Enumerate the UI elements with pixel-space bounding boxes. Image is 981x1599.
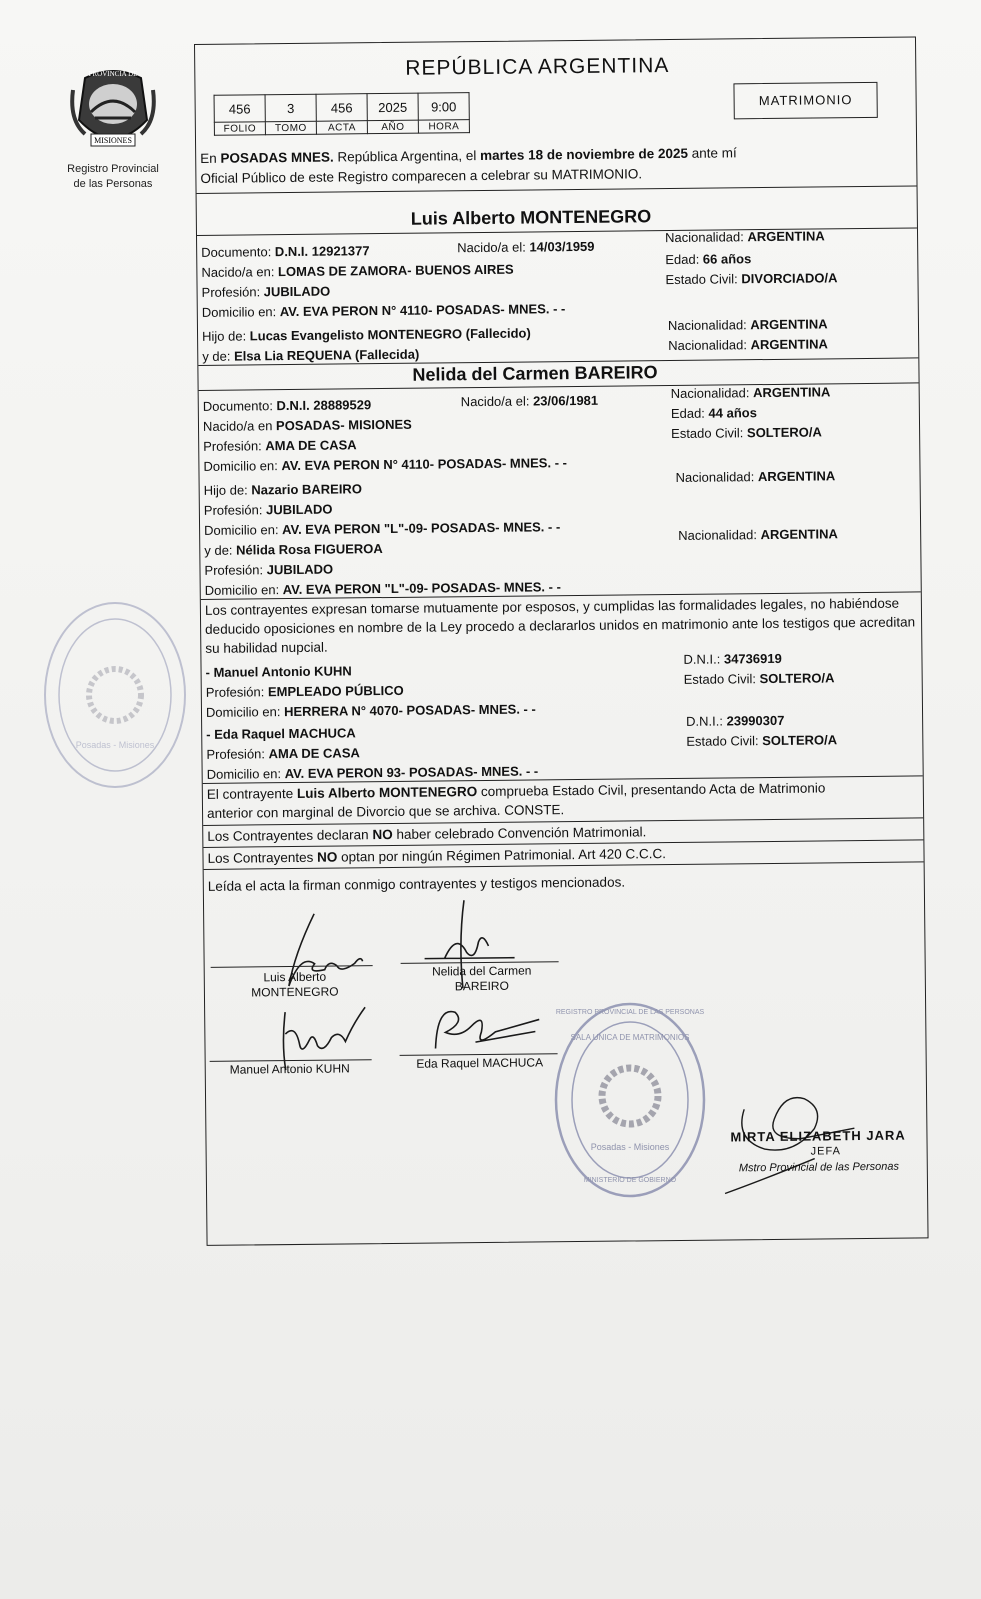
convention-statement: Los Contrayentes declaran NO haber celebrado Convención Matrimonial. [207, 824, 647, 844]
logo-bottom-text: MISIONES [94, 136, 132, 145]
tomo-label: TOMO [265, 121, 316, 135]
acta-value: 456 [316, 94, 367, 122]
witness2-name: - Eda Raquel MACHUCA [206, 725, 356, 742]
province-shield-icon [65, 60, 161, 156]
spouse2-document: Documento: D.N.I. 28889529 [202, 397, 372, 414]
witness1-profession: Profesión: EMPLEADO PÚBLICO [205, 682, 404, 700]
intro-date: martes 18 de noviembre de 2025 [480, 145, 689, 164]
spouse1-name: Luis Alberto MONTENEGRO [410, 206, 652, 229]
hour-label: HORA [418, 120, 469, 134]
year-label: AÑO [367, 120, 418, 134]
seal-outer-text: REGISTRO PROVINCIAL DE LAS PERSONAS [555, 1009, 705, 1016]
signer-machuca: Eda Raquel MACHUCA [416, 1055, 544, 1071]
spouse1-father: Hijo de: Lucas Evangelisto MONTENEGRO (Fallecido) [201, 325, 531, 344]
certificate-frame [194, 36, 929, 1245]
official-title: JEFA [810, 1145, 841, 1158]
logo-arc-text: PROVINCIA DE [88, 70, 138, 78]
spouse1-birthdate: Nacido/a el: 14/03/1959 [457, 238, 595, 256]
intro-city: POSADAS MNES. [220, 149, 334, 166]
intro-line-2: Oficial Público de este Registro comparecen a celebrar su MATRIMONIO. [200, 166, 643, 186]
spouse2-birthplace: Nacido/a en POSADAS- MISIONES [202, 416, 412, 434]
spouse2-mother: y de: Nélida Rosa FIGUEROA [204, 541, 383, 558]
spouse1-father-nationality: Nacionalidad: ARGENTINA [667, 316, 828, 334]
document-title: REPÚBLICA ARGENTINA [405, 54, 670, 80]
hour-value: 9:00 [418, 93, 469, 121]
folio-label: FOLIO [214, 122, 265, 136]
intro-text-1: En [200, 150, 221, 166]
witness2-dni: D.N.I.: 23990307 [686, 712, 785, 729]
spouse1-mother: y de: Elsa Lia REQUENA (Fallecida) [202, 346, 420, 364]
spouse2-birthdate: Nacido/a el: 23/06/1981 [460, 392, 599, 410]
spouse1-mother-nationality: Nacionalidad: ARGENTINA [668, 336, 828, 354]
spouse1-nationality: Nacionalidad: ARGENTINA [664, 228, 825, 246]
act-type-box: MATRIMONIO [733, 82, 877, 120]
spouse2-address: Domicilio en: AV. EVA PERON N° 4110- POSADAS- MNES. - - [203, 455, 568, 474]
spouse2-mother-address: Domicilio en: AV. EVA PERON "L"-09- POSADAS- MNES. - - [204, 579, 561, 598]
signature-machuca [415, 991, 556, 1062]
seal-inner-text: SALA UNICA DE MATRIMONIOS [570, 1033, 690, 1042]
spouse2-father-profession: Profesión: JUBILADO [203, 501, 333, 518]
spouse2-father: Hijo de: Nazario BAREIRO [203, 481, 362, 498]
province-logo [58, 60, 168, 191]
signer-montenegro: Luis Alberto MONTENEGRO [251, 969, 339, 1000]
witness1-address: Domicilio en: HERRERA N° 4070- POSADAS- MNES. - - [205, 701, 536, 720]
spouse2-nationality: Nacionalidad: ARGENTINA [670, 384, 831, 402]
civil-status-proof: El contrayente Luis Alberto MONTENEGRO comprueba Estado Civil, presentando Acta de Matrimonio anterior con marginal de Divorcio que se archiva. CONSTE. [206, 780, 826, 821]
official-office: Mstro Provincial de las Personas [738, 1160, 900, 1175]
tomo-value: 3 [265, 94, 316, 122]
intro-text-3: ante mí [687, 145, 737, 161]
witness2-address: Domicilio en: AV. EVA PERON 93- POSADAS- MNES. - - [206, 763, 539, 782]
witness1-dni: D.N.I.: 34736919 [683, 650, 782, 667]
spouse2-mother-nationality: Nacionalidad: ARGENTINA [678, 526, 838, 543]
spouse2-profession: Profesión: AMA DE CASA [203, 437, 357, 454]
spouse2-name: Nelida del Carmen BAREIRO [412, 362, 658, 385]
folio-value: 456 [214, 95, 265, 123]
closing-statement: Leída el acta la firman conmigo contrayentes y testigos mencionados. [207, 874, 626, 894]
spouse2-civil-status: Estado Civil: SOLTERO/A [671, 424, 822, 442]
intro-text-2: República Argentina, el [333, 148, 481, 165]
spouse1-birthplace: Nacido/a en: LOMAS DE ZAMORA- BUENOS AIRES [201, 261, 514, 280]
signer-bareiro: Nelida del Carmen BAREIRO [431, 963, 532, 994]
left-seal-stamp [40, 598, 190, 793]
year-value: 2025 [367, 93, 418, 121]
record-meta-table [214, 92, 470, 136]
witness1-name: - Manuel Antonio KUHN [205, 663, 352, 680]
spouse1-address: Domicilio en: AV. EVA PERON N° 4110- POSADAS- MNES. - - [201, 301, 566, 320]
signer-kuhn: Manuel Antonio KUHN [229, 1061, 350, 1077]
spouse1-profession: Profesión: JUBILADO [201, 283, 331, 300]
declaration-paragraph: Los contrayentes expresan tomarse mutuamente por esposos, y cumplidas las formalidades legales, no habiéndose deducido oposiciones en nombre de la Ley procedo a declararlos unidos en matrimonio ante los testigos que acreditan su habilidad nupcial. [204, 595, 916, 656]
seal-city-text: Posadas - Misiones [590, 1142, 670, 1152]
witness1-civil-status: Estado Civil: SOLTERO/A [683, 670, 835, 687]
spouse2-mother-profession: Profesión: JUBILADO [204, 561, 334, 578]
intro-paragraph [200, 143, 737, 189]
witness2-civil-status: Estado Civil: SOLTERO/A [686, 732, 838, 749]
spouse1-age: Edad: 66 años [665, 251, 752, 268]
registry-line2: de las Personas [73, 178, 153, 190]
spouse2-age: Edad: 44 años [670, 405, 757, 422]
left-seal-city: Posadas - Misiones [75, 740, 155, 750]
spouse2-father-nationality: Nacionalidad: ARGENTINA [675, 468, 836, 485]
spouse1-civil-status: Estado Civil: DIVORCIADO/A [665, 270, 838, 288]
registry-line1: Registro Provincial [67, 163, 159, 175]
regime-statement: Los Contrayentes NO optan por ningún Régimen Patrimonial. Art 420 C.C.C. [207, 846, 667, 866]
witness2-profession: Profesión: AMA DE CASA [206, 745, 360, 762]
acta-label: ACTA [316, 121, 367, 135]
seal-bottom-text: MINISTERIO DE GOBIERNO [583, 1177, 677, 1184]
spouse2-father-address: Domicilio en: AV. EVA PERON "L"-09- POSADAS- MNES. - - [204, 519, 561, 538]
spouse1-document: Documento: D.N.I. 12921377 [201, 243, 370, 260]
official-name: MIRTA ELIZABETH JARA [730, 1127, 906, 1145]
